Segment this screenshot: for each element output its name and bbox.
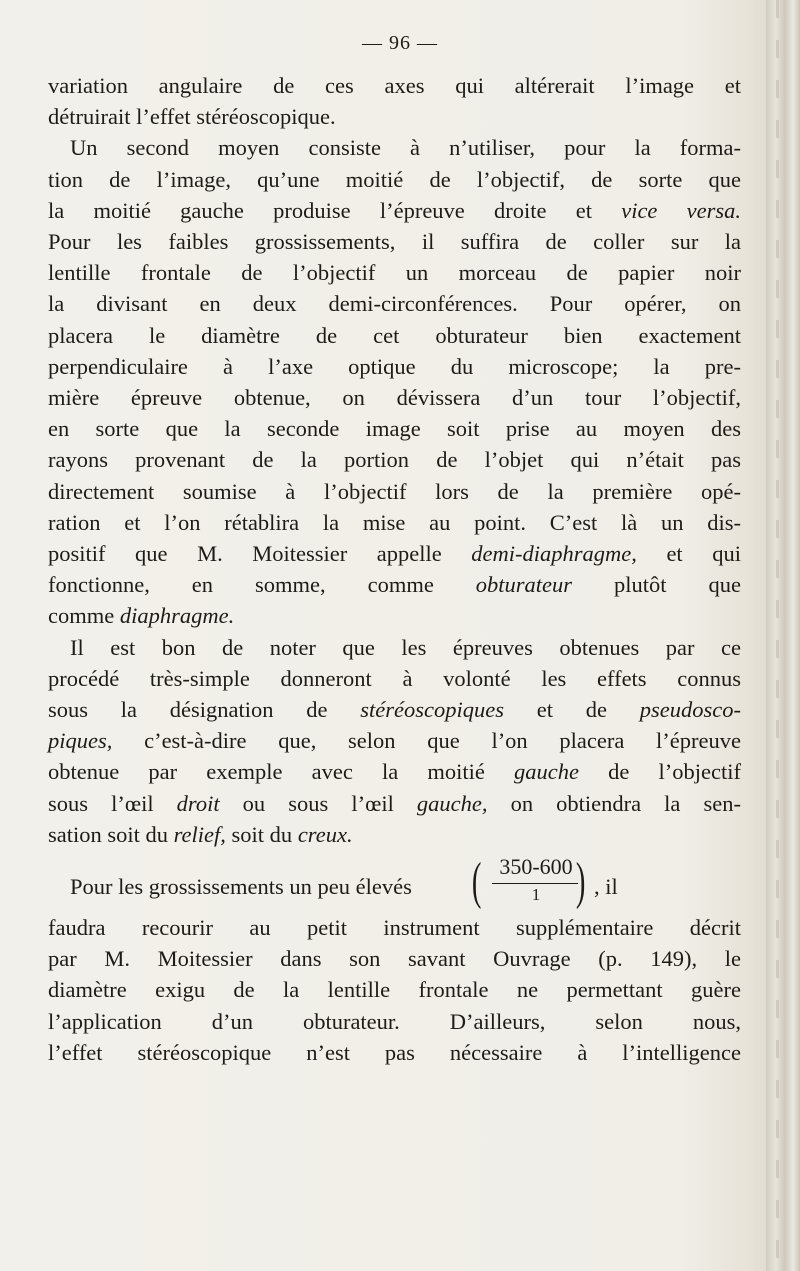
magnification-fraction bbox=[471, 853, 618, 911]
text-run: Pour les grossissements un peu élevés bbox=[70, 874, 412, 900]
text-line: variation angulaire de ces axes qui altérerait l’image et bbox=[48, 73, 741, 98]
text-run: plutôt que bbox=[572, 572, 741, 598]
text-line: par M. Moitessier dans son savant Ouvrage (p. 149), le bbox=[48, 946, 741, 972]
italic-term: pseudosco- bbox=[639, 697, 741, 723]
text-run: positif que M. Moitessier appelle bbox=[48, 541, 472, 567]
text-line bbox=[48, 569, 741, 600]
text-line: mière épreuve obtenue, on dévissera d’un tour l’objectif, bbox=[48, 385, 741, 411]
text-line: la divisant en deux demi-circonférences. Pour opérer, on bbox=[48, 291, 741, 317]
text-line bbox=[48, 195, 741, 226]
fraction-denominator: 1 bbox=[531, 885, 541, 905]
text-line bbox=[48, 538, 741, 569]
text-line: rayons provenant de la portion de l’objet qui n’était pas bbox=[48, 447, 741, 473]
text-line: procédé très-simple donneront à volonté les effets connus bbox=[48, 665, 741, 691]
text-run: sous la désignation de bbox=[48, 697, 361, 723]
text-run: et de bbox=[504, 697, 640, 723]
italic-term: creux. bbox=[297, 821, 353, 847]
fraction-line bbox=[48, 850, 741, 912]
page-number: — 96 — bbox=[362, 32, 438, 54]
text-line bbox=[48, 756, 741, 787]
italic-term: stéréoscopiques bbox=[360, 697, 504, 723]
page-edge-shadow bbox=[766, 0, 800, 1271]
text-line: lentille frontale de l’objectif un morceau de papier noir bbox=[48, 260, 741, 286]
text-line: tion de l’image, qu’une moitié de l’objectif, de sorte que bbox=[48, 166, 741, 192]
italic-term: droit bbox=[176, 790, 220, 816]
paragraph-1 bbox=[48, 70, 741, 132]
text-line: détruirait l’effet stéréoscopique. bbox=[48, 104, 336, 130]
paragraph-3 bbox=[48, 632, 741, 850]
text-line: placera le diamètre de cet obturateur bien exactement bbox=[48, 322, 741, 348]
text-run: de l’objectif bbox=[579, 759, 742, 785]
text-line: Il est bon de noter que les épreuves obtenues par ce bbox=[70, 634, 741, 660]
text-run: c’est-à-dire que, selon que l’on placera l’épreuve bbox=[112, 728, 741, 754]
text-line: Un second moyen consiste à n’utiliser, pour la forma- bbox=[70, 135, 741, 161]
text-run: , il bbox=[594, 874, 618, 900]
italic-term: obturateur bbox=[475, 572, 573, 598]
fraction-numerator: 350-600 bbox=[499, 854, 573, 880]
text-line: en sorte que la seconde image soit prise au moyen des bbox=[48, 416, 741, 442]
paragraph-4 bbox=[48, 850, 741, 1068]
italic-term: relief, bbox=[173, 821, 226, 847]
text-run: obtenue par exemple avec la moitié bbox=[48, 759, 515, 785]
text-line: directement soumise à l’objectif lors de la première opé- bbox=[48, 478, 741, 504]
text-line: diamètre exigu de la lentille frontale ne permettant guère bbox=[48, 977, 741, 1003]
italic-term: piques, bbox=[48, 728, 113, 754]
text-line: faudra recourir au petit instrument supplémentaire décrit bbox=[48, 915, 741, 941]
text-run: on obtiendra la sen- bbox=[487, 790, 741, 816]
text-line: l’effet stéréoscopique n’est pas nécessaire à l’intelligence bbox=[48, 1039, 741, 1065]
text-line bbox=[48, 694, 741, 725]
left-parenthesis: ( bbox=[471, 853, 482, 911]
text-run: sation soit du bbox=[48, 821, 174, 847]
text-line bbox=[48, 725, 741, 756]
text-line: Pour les faibles grossissements, il suffira de coller sur la bbox=[48, 229, 741, 255]
italic-term: diaphragme. bbox=[119, 603, 235, 629]
text-line bbox=[48, 819, 741, 850]
italic-term: demi-diaphragme, bbox=[471, 541, 637, 567]
text-run: soit du bbox=[225, 821, 298, 847]
text-run: comme bbox=[48, 603, 120, 629]
italic-term: gauche bbox=[514, 759, 579, 785]
text-line: perpendiculaire à l’axe optique du microscope; la pre- bbox=[48, 353, 741, 379]
text-run: ou sous l’œil bbox=[219, 790, 417, 816]
text-line: ration et l’on rétablira la mise au point. C’est là un dis- bbox=[48, 509, 741, 535]
text-run: sous l’œil bbox=[48, 790, 177, 816]
text-run: et qui bbox=[636, 541, 741, 567]
text-run: la moitié gauche produise l’épreuve droite et bbox=[48, 197, 622, 223]
italic-term: vice versa. bbox=[621, 197, 742, 223]
text-run: fonctionne, en somme, comme bbox=[48, 572, 476, 598]
paragraph-2 bbox=[48, 132, 741, 631]
body-text bbox=[48, 70, 741, 1068]
text-line: l’application d’un obturateur. D’ailleurs, selon nous, bbox=[48, 1008, 741, 1034]
text-line bbox=[48, 600, 741, 631]
text-line bbox=[48, 788, 741, 819]
right-parenthesis: ) bbox=[575, 853, 586, 911]
italic-term: gauche, bbox=[416, 790, 488, 816]
